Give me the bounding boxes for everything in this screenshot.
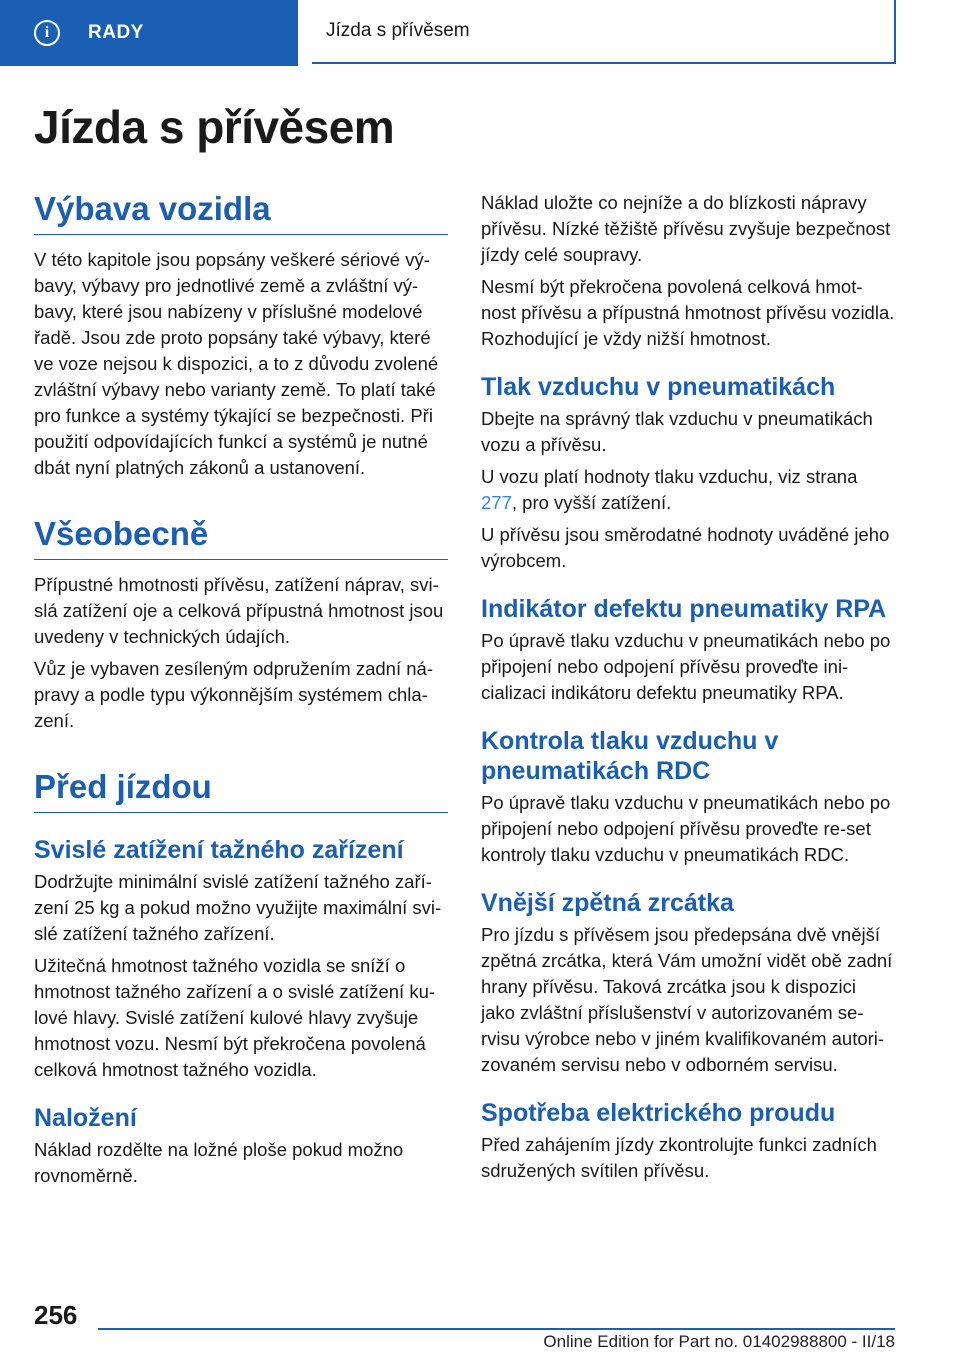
- paragraph: Pro jízdu s přívěsem jsou předepsána dvě vnější zpětná zrcátka, která Vám umožní vidět obě zadní hrany přívěsu. Taková zrcátka jsou k dispozici jako zvláštní příslušenství v autorizovaném se-rvisu výrobce nebo v jiném kvalifikovaném autori-zovaném servisu nebo v odborném servisu.: [481, 924, 893, 1075]
- info-icon: i: [34, 20, 60, 46]
- heading-nalozeni: Naložení: [34, 1104, 137, 1132]
- paragraph: Vůz je vybaven zesíleným odpružením zadní ná-pravy a podle typu výkonnějším systémem chla-zení.: [34, 658, 433, 731]
- heading-pred-jizdou: Před jízdou: [34, 768, 448, 813]
- right-column: [481, 190, 895, 1190]
- chapter-title: Jízda s přívěsem: [312, 0, 896, 64]
- paragraph: V této kapitole jsou popsány veškeré sériové vý-bavy, výbavy pro jednotlivé země a zvláštní vý-bavy, které jsou nabízeny v příslušné modelové řadě. Jsou zde proto popsány také výbavy, které ve voze nejsou k dispozici, a to z důvodu zvolené zvláštní výbavy nebo varianty země. To platí také pro funkce a systémy týkající se bezpečnosti. Při použití odpovídajících funkcí a systémů je nutné dbát nyní platných zákonů a ustanovení.: [34, 249, 439, 478]
- paragraph: Nesmí být překročena povolená celková hmot-nost přívěsu a přípustná hmotnost přívěsu vozidla. Rozhodující je vždy nižší hmotnost.: [481, 276, 895, 349]
- footer-divider: [98, 1328, 895, 1330]
- page-link[interactable]: 277: [481, 492, 512, 513]
- paragraph: Užitečná hmotnost tažného vozidla se sníží o hmotnost tažného zařízení a o svislé zatížení ku-lové hlavy. Svislé zatížení kulové hlavy zvyšuje hmotnost vozu. Nesmí být překročena povolená celková hmotnost tažného vozidla.: [34, 955, 436, 1080]
- paragraph: U přívěsu jsou směrodatné hodnoty uváděné jeho výrobcem.: [481, 524, 890, 571]
- paragraph: Po úpravě tlaku vzduchu v pneumatikách nebo po připojení nebo odpojení přívěsu proveďte ini-cializaci indikátoru defektu pneumatiky RPA.: [481, 630, 891, 703]
- page-title: Jízda s přívěsem: [34, 101, 395, 153]
- header-bar: [0, 0, 960, 66]
- heading-rdc: Kontrola tlaku vzduchu v pneumatikách RDC: [481, 727, 779, 785]
- edition-note: Online Edition for Part no. 01402988800 - II/18: [543, 1332, 895, 1351]
- heading-tlak-vzduchu: Tlak vzduchu v pneumatikách: [481, 373, 836, 401]
- paragraph: Před zahájením jízdy zkontrolujte funkci zadních sdružených svítilen přívěsu.: [481, 1134, 877, 1181]
- heading-spotreba: Spotřeba elektrického proudu: [481, 1099, 836, 1127]
- paragraph-with-link: U vozu platí hodnoty tlaku vzduchu, viz strana 277, pro vyšší zatížení.: [481, 466, 858, 513]
- paragraph: Náklad uložte co nejníže a do blízkosti nápravy přívěsu. Nízké těžiště přívěsu zvyšuje bezpečnost jízdy celé soupravy.: [481, 192, 891, 265]
- left-column: [34, 190, 448, 1195]
- paragraph: Přípustné hmotnosti přívěsu, zatížení náprav, svi-slá zatížení oje a celková přípustná hmotnost jsou uvedeny v technických údajích.: [34, 574, 444, 647]
- paragraph: Dbejte na správný tlak vzduchu v pneumatikách vozu a přívěsu.: [481, 408, 873, 455]
- paragraph: Náklad rozdělte na ložné ploše pokud možno rovnoměrně.: [34, 1139, 404, 1186]
- paragraph: Po úpravě tlaku vzduchu v pneumatikách nebo po připojení nebo odpojení přívěsu proveďte re-set kontroly tlaku vzduchu v pneumatikách RDC.: [481, 792, 891, 865]
- section-tab[interactable]: [0, 0, 298, 66]
- heading-vseobecne: Všeobecně: [34, 515, 448, 560]
- heading-vybava-vozidla: Výbava vozidla: [34, 190, 448, 235]
- heading-rpa: Indikátor defektu pneumatiky RPA: [481, 595, 887, 623]
- paragraph: Dodržujte minimální svislé zatížení tažného zaří-zení 25 kg a pokud možno využijte maximální svi-slé zatížení tažného zařízení.: [34, 871, 442, 944]
- heading-svisle-zatizeni: Svislé zatížení tažného zařízení: [34, 836, 404, 864]
- page-number: 256: [34, 1300, 78, 1330]
- section-label: RADY: [88, 22, 144, 43]
- heading-zrcatka: Vnější zpětná zrcátka: [481, 889, 734, 917]
